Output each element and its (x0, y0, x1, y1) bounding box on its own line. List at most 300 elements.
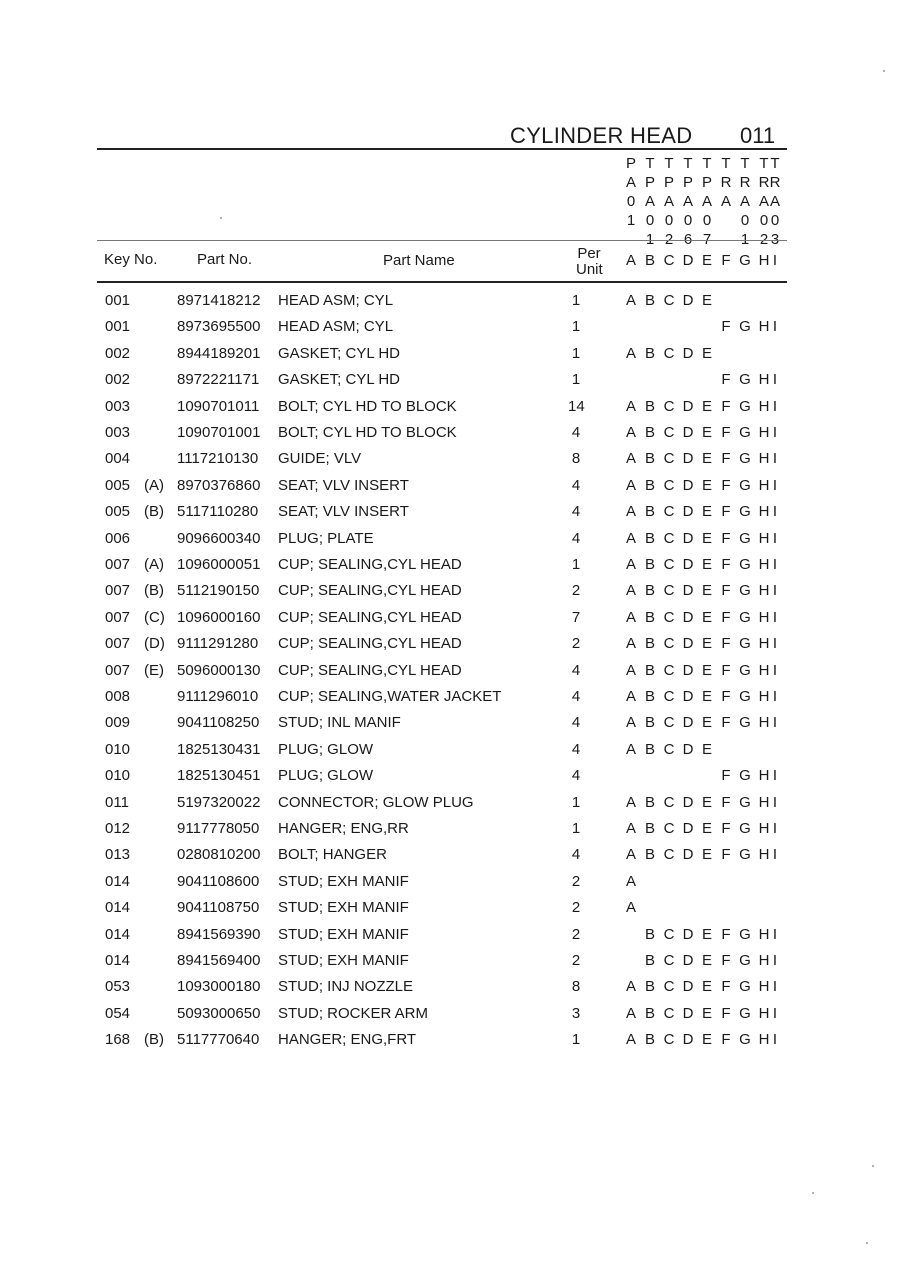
model-code-column (716, 154, 736, 249)
applicability-mark: D (682, 926, 694, 943)
applicability-mark: G (739, 794, 751, 811)
applicability-mark: B (644, 635, 655, 652)
part-no: 8941569400 (177, 952, 261, 969)
applicability-mark: F (721, 794, 731, 811)
applicability-mark: A (625, 662, 636, 679)
applicability-mark: E (701, 714, 712, 731)
applicability-mark: A (625, 556, 636, 573)
applicability-mark: C (663, 714, 675, 731)
page-title: CYLINDER HEAD (510, 123, 693, 148)
applicability-mark: H (758, 714, 770, 731)
applicability-mark: G (739, 318, 751, 335)
table-row (0, 794, 910, 820)
applicability-mark: F (721, 398, 731, 415)
applicability-mark: C (663, 1005, 675, 1022)
applicability-mark: F (721, 635, 731, 652)
table-row (0, 741, 910, 767)
applicability-mark: H (758, 662, 770, 679)
applicability-mark: E (701, 635, 712, 652)
model-code-column (678, 154, 698, 249)
part-name: STUD; EXH MANIF (278, 952, 409, 969)
applicability-mark: I (772, 582, 778, 599)
part-name: HANGER; ENG,RR (278, 820, 409, 837)
applicability-mark: G (739, 371, 751, 388)
key-no: 005 (105, 503, 131, 520)
applicability-mark: G (739, 767, 751, 784)
applicability-mark: F (721, 503, 731, 520)
applicability-mark: B (644, 662, 655, 679)
applicability-mark: B (644, 688, 655, 705)
model-code-char: 0 (645, 212, 655, 229)
applicability-mark: F (721, 450, 731, 467)
key-no: 004 (105, 450, 131, 467)
per-unit-qty: 1 (571, 345, 581, 362)
applicability-mark: G (739, 477, 751, 494)
key-no: 014 (105, 926, 131, 943)
applicability-mark: H (758, 450, 770, 467)
applicability-mark: E (701, 556, 712, 573)
model-code-char: T (683, 155, 693, 172)
applicability-mark: I (772, 450, 778, 467)
part-no: 9041108750 (177, 899, 260, 916)
applicability-mark: B (644, 424, 655, 441)
key-no: 001 (105, 292, 131, 309)
applicability-mark: E (701, 292, 712, 309)
key-no: 054 (105, 1005, 131, 1022)
part-no: 1117210130 (177, 450, 259, 467)
per-unit-qty: 2 (571, 873, 581, 890)
variant: (B) (144, 1031, 164, 1048)
applicability-mark: D (682, 530, 694, 547)
applicability-mark: B (644, 530, 655, 547)
applicability-mark: I (772, 609, 778, 626)
model-code-char: P (644, 174, 655, 191)
applicability-mark: G (739, 1031, 751, 1048)
applicability-mark: A (625, 1005, 636, 1022)
applicability-mark: G (739, 424, 751, 441)
applicability-mark: E (701, 741, 712, 758)
applicability-mark: D (682, 662, 694, 679)
applicability-mark: I (772, 952, 778, 969)
applicability-mark: A (625, 582, 636, 599)
per-unit-qty: 1 (571, 292, 581, 309)
applicability-mark: G (739, 556, 751, 573)
scan-speck (812, 1192, 814, 1194)
applicability-mark: F (721, 1005, 731, 1022)
model-code-char: A (720, 193, 731, 210)
model-code-column (659, 154, 679, 249)
applicability-header-letter: B (644, 252, 655, 269)
table-row (0, 767, 910, 793)
table-row (0, 424, 910, 450)
applicability-mark: A (625, 635, 636, 652)
applicability-mark: E (701, 530, 712, 547)
applicability-mark: H (758, 1005, 770, 1022)
applicability-mark: I (772, 846, 778, 863)
scan-speck (866, 1242, 868, 1244)
table-row (0, 582, 910, 608)
part-name: CUP; SEALING,CYL HEAD (278, 609, 462, 626)
key-no: 010 (105, 741, 131, 758)
applicability-mark: F (721, 530, 731, 547)
applicability-mark: H (758, 582, 770, 599)
per-unit-qty: 4 (571, 741, 581, 758)
model-code-char: A (682, 193, 693, 210)
per-unit-qty: 4 (571, 767, 581, 784)
key-no: 014 (105, 873, 131, 890)
key-no: 001 (105, 318, 131, 335)
model-code-char: T (770, 155, 780, 172)
key-no: 006 (105, 530, 131, 547)
applicability-mark: C (663, 450, 675, 467)
applicability-mark: B (644, 503, 655, 520)
per-unit-qty: 1 (571, 371, 581, 388)
applicability-mark: C (663, 503, 675, 520)
variant: (A) (144, 556, 164, 573)
key-no: 007 (105, 662, 131, 679)
per-unit-qty: 2 (571, 899, 581, 916)
applicability-mark: C (663, 635, 675, 652)
applicability-mark: A (625, 398, 636, 415)
per-unit-qty: 2 (571, 582, 581, 599)
applicability-mark: F (721, 424, 731, 441)
applicability-mark: I (772, 978, 778, 995)
part-no: 5197320022 (177, 794, 261, 811)
column-header-per-unit (576, 246, 602, 278)
part-name: CONNECTOR; GLOW PLUG (278, 794, 474, 811)
column-header-part-name: Part Name (383, 252, 455, 269)
applicability-mark: E (701, 503, 712, 520)
applicability-mark: A (625, 820, 636, 837)
key-no: 002 (105, 371, 131, 388)
part-no: 5117110280 (177, 503, 259, 520)
applicability-header-letter: I (772, 252, 778, 269)
applicability-mark: H (758, 952, 770, 969)
scan-speck (883, 70, 885, 72)
applicability-mark: A (625, 503, 636, 520)
applicability-mark: C (663, 609, 675, 626)
applicability-mark: E (701, 450, 712, 467)
per-unit-qty: 2 (571, 635, 581, 652)
applicability-mark: G (739, 1005, 751, 1022)
model-code-char: R (758, 174, 770, 191)
column-header-key-no: Key No. (104, 251, 158, 268)
part-no: 9041108600 (177, 873, 260, 890)
applicability-header-letter: A (625, 252, 636, 269)
applicability-mark: E (701, 477, 712, 494)
table-row (0, 530, 910, 556)
applicability-mark: E (701, 688, 712, 705)
part-name: GASKET; CYL HD (278, 345, 400, 362)
column-header-part-no: Part No. (197, 251, 253, 268)
part-name: SEAT; VLV INSERT (278, 503, 409, 520)
part-no: 1090701001 (177, 424, 261, 441)
applicability-mark: G (739, 530, 751, 547)
applicability-mark: B (644, 450, 655, 467)
model-code-char: P (701, 174, 712, 191)
applicability-mark: G (739, 635, 751, 652)
part-name: CUP; SEALING,CYL HEAD (278, 635, 462, 652)
applicability-mark: B (644, 952, 655, 969)
applicability-header-letter: F (721, 252, 731, 269)
part-no: 5096000130 (177, 662, 261, 679)
applicability-mark: F (721, 582, 731, 599)
applicability-mark: C (663, 530, 675, 547)
applicability-mark: A (625, 714, 636, 731)
applicability-mark: E (701, 424, 712, 441)
applicability-mark: F (721, 820, 731, 837)
applicability-mark: B (644, 477, 655, 494)
model-code-char: P (625, 155, 636, 172)
model-code-char: A (739, 193, 750, 210)
applicability-header-letter: D (682, 252, 694, 269)
variant: (E) (144, 662, 164, 679)
model-code-char: 0 (702, 212, 712, 229)
applicability-mark: G (739, 398, 751, 415)
applicability-mark: D (682, 741, 694, 758)
part-name: PLUG; GLOW (278, 767, 374, 784)
applicability-mark: I (772, 1031, 778, 1048)
applicability-mark: F (721, 714, 731, 731)
applicability-mark: F (721, 1031, 731, 1048)
applicability-mark: I (772, 635, 778, 652)
applicability-mark: D (682, 846, 694, 863)
applicability-mark: G (739, 450, 751, 467)
applicability-mark: H (758, 926, 770, 943)
applicability-mark: D (682, 952, 694, 969)
key-no: 003 (105, 398, 131, 415)
applicability-mark: C (663, 1031, 675, 1048)
applicability-mark: E (701, 926, 712, 943)
applicability-mark: E (701, 398, 712, 415)
key-no: 014 (105, 952, 131, 969)
key-no: 011 (105, 794, 129, 811)
applicability-mark: F (721, 688, 731, 705)
part-name: BOLT; HANGER (278, 846, 387, 863)
per-unit-qty: 14 (568, 398, 585, 415)
table-row (0, 450, 910, 476)
applicability-mark: B (644, 1005, 655, 1022)
applicability-mark: I (772, 688, 778, 705)
applicability-mark: G (739, 503, 751, 520)
part-name: STUD; ROCKER ARM (278, 1005, 429, 1022)
applicability-mark: C (663, 424, 675, 441)
table-row (0, 899, 910, 925)
applicability-mark: E (701, 794, 712, 811)
applicability-mark: E (701, 662, 712, 679)
applicability-mark: A (625, 1031, 636, 1048)
key-no: 010 (105, 767, 131, 784)
applicability-mark: B (644, 398, 655, 415)
part-no: 8941569390 (177, 926, 261, 943)
applicability-mark: A (625, 292, 636, 309)
key-no: 007 (105, 556, 131, 573)
part-name: STUD; EXH MANIF (278, 899, 409, 916)
variant: (B) (144, 503, 164, 520)
model-code-char: 0 (740, 212, 750, 229)
variant: (A) (144, 477, 164, 494)
applicability-mark: D (682, 794, 694, 811)
table-row (0, 952, 910, 978)
applicability-mark: C (663, 662, 675, 679)
applicability-mark: D (682, 477, 694, 494)
part-no: 8944189201 (177, 345, 261, 362)
per-unit-qty: 4 (571, 714, 581, 731)
part-no: 9096600340 (177, 530, 261, 547)
part-no: 8972221171 (177, 371, 260, 388)
key-no: 005 (105, 477, 131, 494)
per-unit-qty: 2 (571, 926, 581, 943)
part-name: HEAD ASM; CYL (278, 318, 394, 335)
applicability-mark: B (644, 820, 655, 837)
key-no: 168 (105, 1031, 131, 1048)
applicability-mark: D (682, 556, 694, 573)
per-unit-qty: 4 (571, 477, 581, 494)
applicability-mark: C (663, 398, 675, 415)
per-unit-qty: 1 (571, 820, 581, 837)
table-row (0, 503, 910, 529)
applicability-mark: B (644, 926, 655, 943)
applicability-mark: D (682, 424, 694, 441)
applicability-mark: C (663, 345, 675, 362)
model-code-char: P (663, 174, 674, 191)
applicability-mark: I (772, 503, 778, 520)
applicability-mark: I (772, 371, 778, 388)
applicability-mark: D (682, 688, 694, 705)
applicability-mark: F (721, 477, 731, 494)
part-name: HEAD ASM; CYL (278, 292, 394, 309)
table-row (0, 635, 910, 661)
page-number: 011 (740, 123, 776, 148)
applicability-mark: I (772, 926, 778, 943)
applicability-mark: I (772, 424, 778, 441)
applicability-mark: H (758, 503, 770, 520)
part-no: 8970376860 (177, 477, 261, 494)
model-code-char: R (769, 174, 781, 191)
applicability-mark: G (739, 662, 751, 679)
applicability-mark: G (739, 846, 751, 863)
applicability-mark: A (625, 477, 636, 494)
key-no: 003 (105, 424, 131, 441)
applicability-mark: I (772, 1005, 778, 1022)
applicability-mark: C (663, 820, 675, 837)
applicability-mark: H (758, 820, 770, 837)
applicability-mark: I (772, 477, 778, 494)
variant: (B) (144, 582, 164, 599)
applicability-mark: E (701, 820, 712, 837)
applicability-mark: I (772, 820, 778, 837)
scan-speck (872, 1165, 874, 1167)
applicability-mark: F (721, 767, 731, 784)
part-no: 9111291280 (177, 635, 259, 652)
part-no: 5117770640 (177, 1031, 260, 1048)
table-row (0, 820, 910, 846)
model-code-char: A (644, 193, 655, 210)
applicability-mark: H (758, 477, 770, 494)
applicability-mark: A (625, 741, 636, 758)
table-row (0, 345, 910, 371)
applicability-mark: D (682, 1031, 694, 1048)
part-no: 1096000160 (177, 609, 261, 626)
part-name: STUD; INL MANIF (278, 714, 401, 731)
model-code-char: T (645, 155, 655, 172)
applicability-mark: C (663, 688, 675, 705)
table-row (0, 1031, 910, 1057)
applicability-mark: I (772, 530, 778, 547)
part-name: STUD; EXH MANIF (278, 873, 409, 890)
per-unit-qty: 4 (571, 662, 581, 679)
applicability-mark: A (625, 450, 636, 467)
applicability-mark: D (682, 714, 694, 731)
header-rule (97, 281, 787, 283)
part-no: 1096000051 (177, 556, 261, 573)
applicability-mark: I (772, 556, 778, 573)
applicability-mark: B (644, 846, 655, 863)
top-rule (97, 148, 787, 150)
applicability-mark: B (644, 582, 655, 599)
model-code-char (716, 211, 736, 230)
applicability-mark: D (682, 398, 694, 415)
applicability-mark: I (772, 767, 778, 784)
part-name: CUP; SEALING,WATER JACKET (278, 688, 502, 705)
model-code-char: A (758, 193, 769, 210)
applicability-mark: C (663, 292, 675, 309)
applicability-mark: H (758, 398, 770, 415)
part-no: 5093000650 (177, 1005, 261, 1022)
applicability-mark: H (758, 318, 770, 335)
part-no: 9041108250 (177, 714, 260, 731)
applicability-mark: E (701, 345, 712, 362)
per-unit-qty: 2 (571, 952, 581, 969)
model-code-char: T (740, 155, 750, 172)
variant: (C) (144, 609, 165, 626)
part-no: 0280810200 (177, 846, 261, 863)
applicability-mark: C (663, 952, 675, 969)
model-code-column (735, 154, 755, 249)
model-code-char: 0 (683, 212, 693, 229)
part-no: 1090701011 (177, 398, 260, 415)
applicability-mark: B (644, 741, 655, 758)
part-no: 8973695500 (177, 318, 261, 335)
model-code-char: P (682, 174, 693, 191)
model-code-column (640, 154, 660, 249)
applicability-mark: B (644, 794, 655, 811)
per-unit-qty: 4 (571, 530, 581, 547)
part-name: PLUG; GLOW (278, 741, 374, 758)
table-row (0, 318, 910, 344)
per-unit-qty: 1 (571, 556, 581, 573)
applicability-mark: G (739, 609, 751, 626)
part-no: 1825130431 (177, 741, 261, 758)
model-code-char: T (664, 155, 674, 172)
applicability-mark: A (625, 424, 636, 441)
key-no: 007 (105, 635, 131, 652)
model-code-char: 0 (770, 212, 780, 229)
table-row (0, 292, 910, 318)
model-code-char: 0 (626, 193, 636, 210)
per-unit-qty: 4 (571, 424, 581, 441)
part-name: STUD; INJ NOZZLE (278, 978, 414, 995)
applicability-mark: E (701, 1005, 712, 1022)
key-no: 013 (105, 846, 131, 863)
applicability-mark: H (758, 556, 770, 573)
table-row (0, 556, 910, 582)
per-unit-qty: 8 (571, 450, 581, 467)
applicability-mark: F (721, 978, 731, 995)
applicability-mark: C (663, 794, 675, 811)
per-unit-qty: 4 (571, 846, 581, 863)
applicability-mark: C (663, 741, 675, 758)
